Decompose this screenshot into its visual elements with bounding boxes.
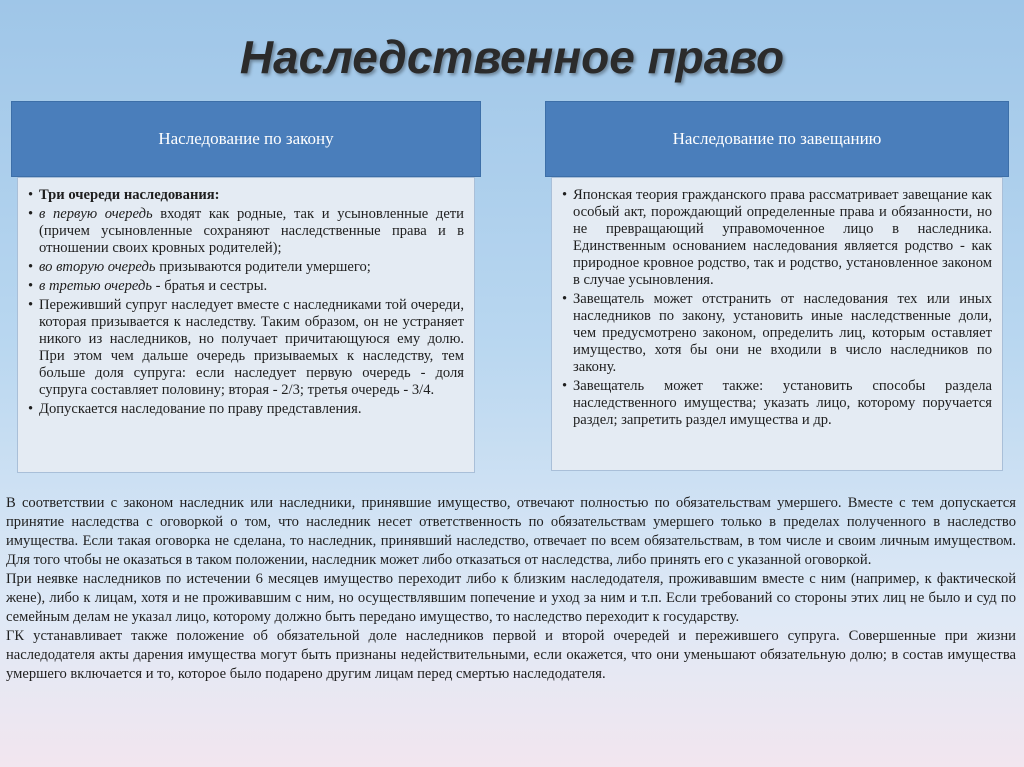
list-item-emphasis: в третью очередь — [39, 278, 153, 294]
list-item-text: Переживший супруг наследует вместе с наследниками той очереди, которая призывается к наследству. Таким образом, он не устраняет никого из наследников, но получает причитающуюся ему долю. При этом чем дальше очередь призываемых к наследству, тем больше доля супруга: если наследует первую очередь - доля супруга составляет половину; вторая - 2/3; третья очередь - 3/4. — [39, 297, 464, 398]
list-item — [28, 278, 464, 295]
list-item-text: - братья и сестры. — [152, 278, 268, 294]
list-item: • Завещатель может также: установить способы раздела наследственного имущества; указать лицо, которому поручается раздел; запретить раздел имущества и др. — [562, 378, 992, 429]
panel-header-by-law: Наследование по закону — [11, 101, 481, 177]
list-item-text: Допускается наследование по праву представления. — [39, 401, 362, 417]
paragraph: При неявке наследников по истечении 6 месяцев имущество переходит либо к близким наследодателя, проживавшим вместе с ним (например, к фактической жене), либо к лицам, хотя и не проживавшим с ним, но осуществлявшим попечение и уход за ним и т.п. Если требований со стороны этих лиц не было и суд по семейным делам не указал лицо, которому должно быть передано имущество, то наследство переходит к государству. — [6, 571, 1016, 625]
paragraph: В соответствии с законом наследник или наследники, принявшие имущество, отвечают полностью по обязательствам умершего. Вместе с тем допускается принятие наследства с оговоркой о том, что наследник несет ответственность по обязательствам умершего только в пределах полученного в наследство имущества. Если такая оговорка не сделана, то наследник, принявший наследство, отвечает по всем обязательствам, в том числе и своим личным имуществом. Для того чтобы не оказаться в таком положении, наследник может либо отказаться от наследства, либо принять его с указанной оговоркой. — [6, 495, 1016, 568]
list-item: • Завещатель может отстранить от наследования тех или иных наследников по закону, установить иные наследственные доли, чем предусмотрено законом, определить лиц, которым оставляет имущество, хотя бы они не входили в число наследников по закону. — [562, 291, 992, 376]
panel-inheritance-by-will — [545, 101, 1009, 471]
list-item-text: входят как родные, так и усыновленные дети (причем усыновленные сохраняют наследственные права и в отношении своих кровных родителей); — [39, 206, 464, 256]
page-title: Наследственное право — [239, 31, 785, 83]
list-item-emphasis: во вторую очередь — [39, 259, 156, 275]
list-item-emphasis: в первую очередь — [39, 206, 153, 222]
panel-body-by-will — [551, 177, 1003, 471]
panel-header-by-will: Наследование по завещанию — [545, 101, 1009, 177]
list-item: • Японская теория гражданского права рассматривает завещание как особый акт, порождающий определенные права и обязанности, но не превращающий управомоченное лицо в наследника. Единственным основанием наследования является родство - как природное кровное родство, так и родство, установленное законом в случае усыновления. — [562, 187, 992, 289]
paragraph: ГК устанавливает также положение об обязательной доле наследников первой и второй очередей и пережившего супруга. Совершенные при жизни наследодателя акты дарения имущества могут быть признаны недействительными, если окажется, что они уменьшают обязательную долю; в состав имущества умершего включается и то, которое было подарено другим лицам перед смертью наследодателя. — [6, 628, 1016, 682]
list-item — [28, 401, 464, 418]
panel-inheritance-by-law — [11, 101, 481, 473]
list-item — [28, 259, 464, 276]
body-text — [6, 494, 1016, 684]
panel-body-by-law — [17, 177, 475, 473]
list-item — [28, 187, 464, 204]
list-item — [28, 206, 464, 257]
list-item — [28, 297, 464, 399]
list-item-bold: Три очереди наследования: — [39, 187, 220, 203]
list-item-text: призываются родители умершего; — [155, 259, 371, 275]
